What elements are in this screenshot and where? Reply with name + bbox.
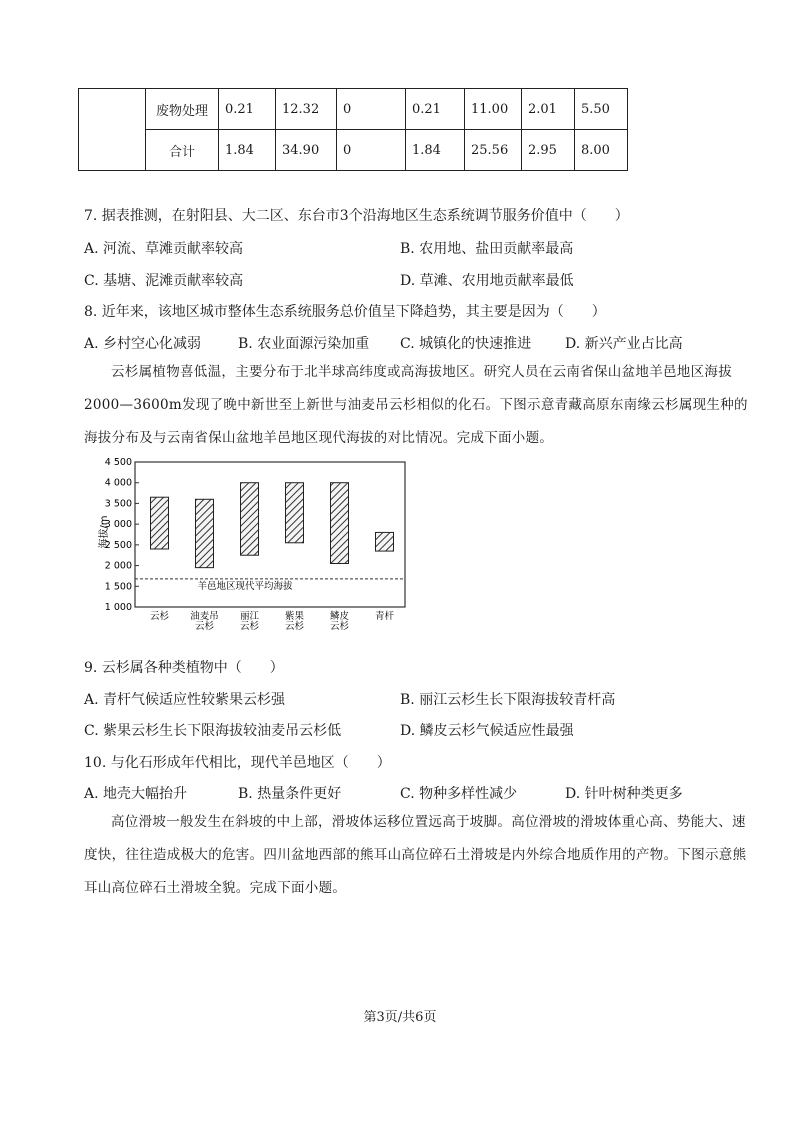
- table-cell: 0.21: [406, 89, 465, 130]
- x-category-label: 云杉: [284, 621, 305, 632]
- q7-stem: 7. 据表推测，在射阳县、大二区、东台市3个沿海地区生态系统调节服务价值中（ ）: [84, 208, 629, 224]
- table-cell: 5.50: [575, 89, 628, 130]
- passage-spruce: 云杉属植物喜低温，主要分布于北半球高纬度或高海拔地区。研究人员在云南省保山盆地羊邑地区海拔2000—3600m发现了晚中新世至上新世与油麦吊云杉相似的化石。下图示意青藏高原东南缘云杉属现生种的海拔分布及与云南省保山盆地羊邑地区现代海拔的对比情况。完成下面小题。: [84, 364, 748, 446]
- table-cell: 25.56: [465, 130, 522, 171]
- x-category-label: 鳞皮: [329, 611, 350, 622]
- q8-option-b: B. 农业面源污染加重: [238, 336, 370, 352]
- q10-stem: 10. 与化石形成年代相比，现代羊邑地区（ ）: [84, 755, 391, 771]
- x-category-label: 紫果: [284, 611, 305, 622]
- q8-option-d: D. 新兴产业占比高: [565, 336, 683, 352]
- q10-option-b: B. 热量条件更好: [238, 786, 342, 802]
- altitude-range-bar: [151, 497, 169, 549]
- q9-option-c: C. 紫果云杉生长下限海拔较油麦吊云杉低: [84, 723, 342, 739]
- q10-option-a: A. 地壳大幅抬升: [84, 786, 188, 802]
- altitude-range-bar: [241, 483, 259, 556]
- page-number: 第3页/共6页: [363, 1010, 437, 1025]
- table-cell: 1.84: [406, 130, 465, 171]
- y-tick-label: 1 500: [104, 581, 132, 593]
- altitude-range-bar: [196, 499, 214, 567]
- q8-stem: 8. 近年来，该地区城市整体生态系统服务总价值呈下降趋势，其主要是因为（ ）: [84, 304, 606, 320]
- passage-landslide: 高位滑坡一般发生在斜坡的中上部，滑坡体运移位置远高于坡脚。高位滑坡的滑坡体重心高、势能大、速度快，往往造成极大的危害。四川盆地西部的熊耳山高位碎石土滑坡是内外综合地质作用的产物。下图示意熊耳山高位碎石土滑坡全貌。完成下面小题。: [84, 814, 747, 896]
- x-category-label: 云杉: [329, 621, 350, 632]
- x-category-label: 云杉: [239, 621, 260, 632]
- table-cell: 0: [337, 130, 406, 171]
- altitude-range-bar: [286, 483, 304, 543]
- table-cell: 0.21: [219, 89, 276, 130]
- q9-option-b: B. 丽江云杉生长下限海拔较青杆高: [400, 692, 616, 708]
- table-row: [79, 130, 628, 171]
- table-cell: 1.84: [219, 130, 276, 171]
- q8-option-a: A. 乡村空心化减弱: [84, 336, 202, 352]
- y-tick-label: 4 000: [104, 477, 132, 489]
- x-category-label: 丽江: [239, 611, 260, 622]
- y-tick-label: 2 500: [104, 539, 132, 551]
- row-name: 废物处理: [146, 89, 219, 130]
- table-cell: 11.00: [465, 89, 522, 130]
- row-name: 合计: [146, 130, 219, 171]
- q10-option-d: D. 针叶树种类更多: [565, 786, 683, 802]
- q10-option-c: C. 物种多样性减少: [400, 786, 518, 802]
- altitude-range-bar: [331, 483, 349, 564]
- y-tick-label: 1 000: [104, 602, 132, 613]
- table-cell: 34.90: [276, 130, 337, 171]
- y-tick-label: 3 000: [104, 519, 132, 531]
- q8-option-c: C. 城镇化的快速推进: [400, 336, 532, 352]
- table-blank-cell: [79, 89, 146, 171]
- table-cell: 2.95: [522, 130, 575, 171]
- q7-option-c: C. 基塘、泥滩贡献率较高: [84, 273, 244, 289]
- y-tick-label: 3 500: [104, 498, 132, 510]
- reference-line-label: 羊邑地区现代平均海拔: [197, 580, 293, 592]
- table-cell: 0: [337, 89, 406, 130]
- x-category-label: 云杉: [194, 621, 215, 632]
- x-category-label: 青杆: [374, 611, 395, 622]
- spruce-altitude-chart: [95, 452, 415, 644]
- table-cell: 12.32: [276, 89, 337, 130]
- altitude-range-bar: [376, 532, 394, 551]
- y-axis-label: 海拔/m: [99, 515, 110, 549]
- x-category-label: 油麦吊: [190, 611, 219, 622]
- q7-option-d: D. 草滩、农用地贡献率最低: [400, 273, 574, 289]
- q9-stem: 9. 云杉属各种类植物中（ ）: [84, 660, 284, 676]
- y-tick-label: 4 500: [104, 457, 132, 468]
- y-tick-label: 2 000: [104, 560, 132, 572]
- q7-option-b: B. 农用地、盐田贡献率最高: [400, 241, 574, 257]
- table-cell: 2.01: [522, 89, 575, 130]
- q9-option-d: D. 鳞皮云杉气候适应性最强: [400, 723, 574, 739]
- table-row: [79, 89, 628, 130]
- table-cell: 8.00: [575, 130, 628, 171]
- q7-option-a: A. 河流、草滩贡献率较高: [84, 241, 244, 257]
- x-category-label: 云杉: [149, 611, 170, 622]
- ecosystem-value-table: [78, 88, 628, 171]
- q9-option-a: A. 青杆气候适应性较紫果云杉强: [84, 692, 286, 708]
